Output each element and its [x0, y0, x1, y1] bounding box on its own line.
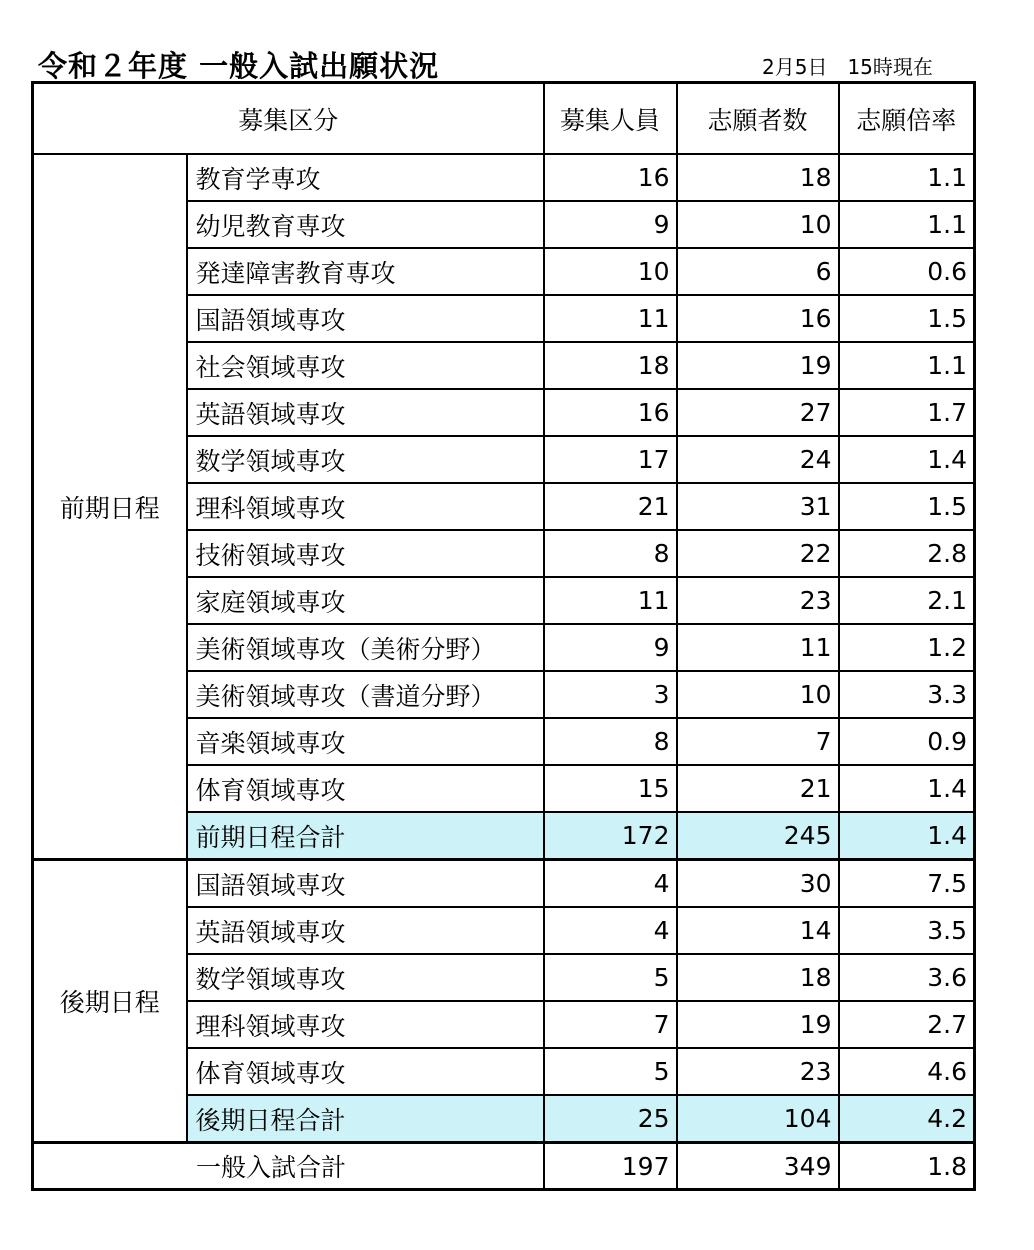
quota-value: 4 [544, 907, 677, 954]
applicants-value: 19 [677, 342, 839, 389]
ratio-value: 1.2 [839, 624, 975, 671]
ratio-value: 2.7 [839, 1001, 975, 1048]
ratio-value: 1.4 [839, 765, 975, 812]
program-name: 体育領域専攻 [187, 765, 544, 812]
applicants-value: 6 [677, 248, 839, 295]
ratio-value: 0.6 [839, 248, 975, 295]
quota-value: 17 [544, 436, 677, 483]
ratio-value: 3.3 [839, 671, 975, 718]
subtotal-quota: 25 [544, 1095, 677, 1143]
table-body [33, 154, 975, 1190]
program-name: 国語領域専攻 [187, 295, 544, 342]
applicants-value: 23 [677, 577, 839, 624]
subtotal-applicants: 104 [677, 1095, 839, 1143]
quota-value: 16 [544, 389, 677, 436]
quota-value: 5 [544, 1048, 677, 1095]
subtotal-ratio: 1.4 [839, 812, 975, 860]
quota-value: 8 [544, 530, 677, 577]
program-name: 国語領域専攻 [187, 860, 544, 908]
program-name: 家庭領域専攻 [187, 577, 544, 624]
applicants-value: 23 [677, 1048, 839, 1095]
header-row [33, 83, 975, 155]
ratio-value: 1.5 [839, 295, 975, 342]
quota-value: 5 [544, 954, 677, 1001]
quota-value: 8 [544, 718, 677, 765]
applicants-value: 10 [677, 671, 839, 718]
program-name: 幼児教育専攻 [187, 201, 544, 248]
program-name: 美術領域専攻（美術分野） [187, 624, 544, 671]
quota-value: 9 [544, 201, 677, 248]
applicants-value: 14 [677, 907, 839, 954]
ratio-value: 1.4 [839, 436, 975, 483]
page-title: 令和２年度 一般入試出願状況 [38, 49, 440, 83]
applicants-value: 24 [677, 436, 839, 483]
quota-value: 3 [544, 671, 677, 718]
table-row [33, 154, 975, 201]
program-name: 理科領域専攻 [187, 483, 544, 530]
subtotal-ratio: 4.2 [839, 1095, 975, 1143]
program-name: 美術領域専攻（書道分野） [187, 671, 544, 718]
program-name: 英語領域専攻 [187, 389, 544, 436]
quota-value: 21 [544, 483, 677, 530]
applicants-value: 22 [677, 530, 839, 577]
header-ratio: 志願倍率 [839, 83, 975, 155]
group-label: 後期日程 [33, 860, 187, 1143]
grand-total-row [33, 1143, 975, 1190]
quota-value: 9 [544, 624, 677, 671]
header-quota: 募集人員 [544, 83, 677, 155]
group-label: 前期日程 [33, 154, 187, 860]
program-name: 音楽領域専攻 [187, 718, 544, 765]
program-name: 技術領域専攻 [187, 530, 544, 577]
ratio-value: 1.7 [839, 389, 975, 436]
ratio-value: 3.6 [839, 954, 975, 1001]
applicants-value: 30 [677, 860, 839, 908]
quota-value: 18 [544, 342, 677, 389]
applicants-value: 16 [677, 295, 839, 342]
subtotal-label: 後期日程合計 [187, 1095, 544, 1143]
applicants-value: 7 [677, 718, 839, 765]
program-name: 数学領域専攻 [187, 954, 544, 1001]
subtotal-quota: 172 [544, 812, 677, 860]
applicants-value: 31 [677, 483, 839, 530]
ratio-value: 1.5 [839, 483, 975, 530]
program-name: 発達障害教育専攻 [187, 248, 544, 295]
quota-value: 4 [544, 860, 677, 908]
table-row [33, 860, 975, 908]
application-status-table [31, 81, 976, 1191]
quota-value: 15 [544, 765, 677, 812]
ratio-value: 2.8 [839, 530, 975, 577]
grand-total-label: 一般入試合計 [33, 1143, 544, 1190]
program-name: 社会領域専攻 [187, 342, 544, 389]
quota-value: 16 [544, 154, 677, 201]
program-name: 数学領域専攻 [187, 436, 544, 483]
quota-value: 11 [544, 295, 677, 342]
quota-value: 11 [544, 577, 677, 624]
applicants-value: 18 [677, 954, 839, 1001]
quota-value: 7 [544, 1001, 677, 1048]
header-category: 募集区分 [33, 83, 544, 155]
quota-value: 10 [544, 248, 677, 295]
ratio-value: 0.9 [839, 718, 975, 765]
grand-total-applicants: 349 [677, 1143, 839, 1190]
applicants-value: 10 [677, 201, 839, 248]
program-name: 教育学専攻 [187, 154, 544, 201]
program-name: 体育領域専攻 [187, 1048, 544, 1095]
ratio-value: 7.5 [839, 860, 975, 908]
program-name: 理科領域専攻 [187, 1001, 544, 1048]
grand-total-ratio: 1.8 [839, 1143, 975, 1190]
applicants-value: 21 [677, 765, 839, 812]
applicants-value: 27 [677, 389, 839, 436]
ratio-value: 2.1 [839, 577, 975, 624]
ratio-value: 1.1 [839, 201, 975, 248]
ratio-value: 1.1 [839, 154, 975, 201]
subtotal-label: 前期日程合計 [187, 812, 544, 860]
ratio-value: 3.5 [839, 907, 975, 954]
as-of-timestamp: 2月5日 15時現在 [762, 55, 933, 79]
ratio-value: 1.1 [839, 342, 975, 389]
subtotal-applicants: 245 [677, 812, 839, 860]
program-name: 英語領域専攻 [187, 907, 544, 954]
header-applicants: 志願者数 [677, 83, 839, 155]
grand-total-quota: 197 [544, 1143, 677, 1190]
applicants-value: 11 [677, 624, 839, 671]
applicants-value: 18 [677, 154, 839, 201]
applicants-value: 19 [677, 1001, 839, 1048]
ratio-value: 4.6 [839, 1048, 975, 1095]
